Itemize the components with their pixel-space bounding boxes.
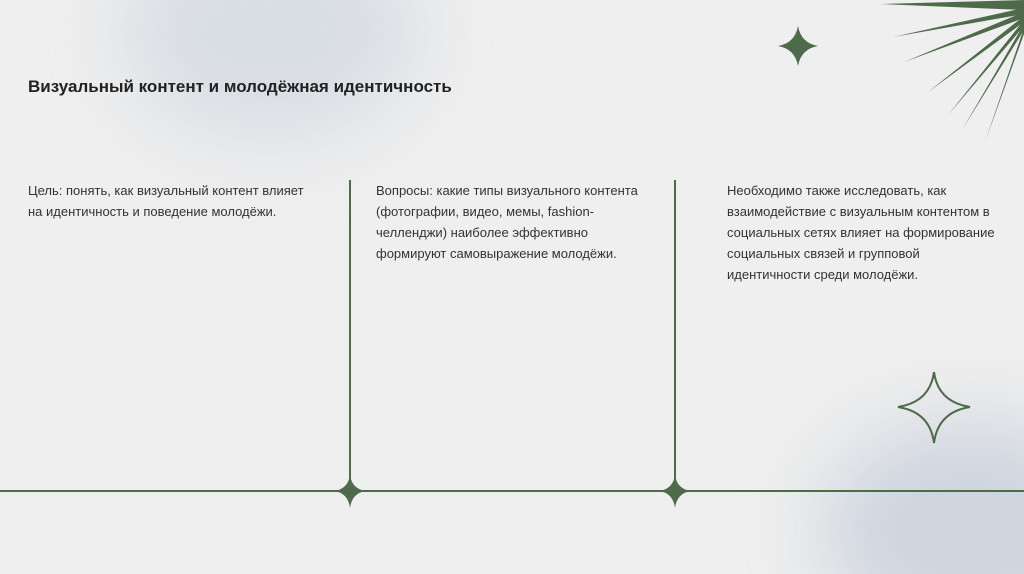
sparkle-icon bbox=[334, 475, 366, 508]
goal-text: Цель: понять, как визуальный контент влияет на идентичность и поведение молодёжи. bbox=[28, 183, 304, 219]
questions-text: Вопросы: какие типы визуального контента (фотографии, видео, мемы, fashion-челленджи) наиболее эффективно формируют самовыражение молодёжи. bbox=[376, 183, 638, 261]
sparkle-icon bbox=[659, 475, 691, 508]
slide-title: Визуальный контент и молодёжная идентичность bbox=[28, 77, 452, 96]
palm-leaf-icon bbox=[880, 0, 1024, 142]
sparkle-icon bbox=[778, 26, 818, 66]
research-text: Необходимо также исследовать, как взаимодействие с визуальным контентом в социальных сетях влияет на формирование социальных связей и групповой идентичности среди молодёжи. bbox=[727, 183, 995, 282]
sparkle-outline-icon bbox=[898, 372, 970, 443]
